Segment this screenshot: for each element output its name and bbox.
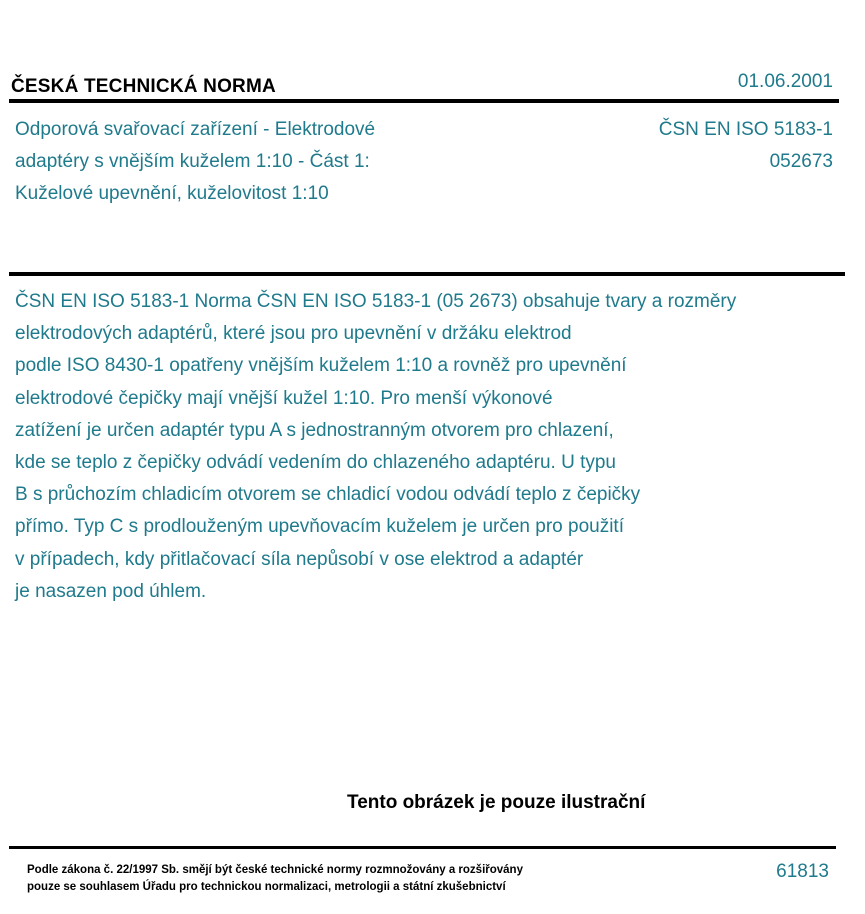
abstract-line: elektrodových adaptérů, které jsou pro upevnění v držáku elektrod (15, 323, 572, 345)
section-divider (9, 272, 845, 276)
footer-legal-line: pouze se souhlasem Úřadu pro technickou normalizaci, metrologii a státní zkušebnictví (27, 881, 506, 893)
standard-class-code: 052673 (769, 151, 833, 172)
abstract-text (15, 286, 736, 608)
abstract-line: zatížení je určen adaptér typu A s jednostranným otvorem pro chlazení, (15, 419, 614, 441)
standard-title-line: adaptéry s vnějším kuželem 1:10 - Část 1: (15, 151, 370, 172)
illustration-note: Tento obrázek je pouze ilustrační (347, 792, 646, 813)
abstract-line: podle ISO 8430-1 opatřeny vnějším kuželem 1:10 a rovněž pro upevnění (15, 355, 627, 377)
footer-divider (9, 846, 836, 849)
abstract-line: kde se teplo z čepičky odvádí vedením do chlazeného adaptéru. U typu (15, 452, 616, 474)
abstract-line: přímo. Typ C s prodlouženým upevňovacím kuželem je určen pro použití (15, 516, 624, 538)
footer-legal-notice (27, 862, 523, 896)
header-date: 01.06.2001 (737, 71, 833, 92)
footer-document-number: 61813 (776, 861, 829, 882)
footer-legal-line: Podle zákona č. 22/1997 Sb. smějí být české technické normy rozmnožovány a rozšiřovány (27, 864, 523, 876)
header-title: ČESKÁ TECHNICKÁ NORMA (11, 76, 276, 97)
abstract-line: elektrodové čepičky mají vnější kužel 1:10. Pro menší výkonové (15, 387, 553, 409)
header-divider (9, 99, 839, 103)
abstract-line: je nasazen pod úhlem. (15, 580, 207, 602)
abstract-line: B s průchozím chladicím otvorem se chladicí vodou odvádí teplo z čepičky (15, 484, 641, 506)
abstract-line: v případech, kdy přitlačovací síla nepůsobí v ose elektrod a adaptér (15, 548, 584, 570)
standard-title-line: Kuželové upevnění, kuželovitost 1:10 (15, 183, 329, 204)
standard-title-line: Odporová svařovací zařízení - Elektrodové (15, 119, 376, 140)
standard-designation: ČSN EN ISO 5183-1 (658, 119, 833, 140)
standard-title (15, 114, 375, 210)
abstract-line: ČSN EN ISO 5183-1 Norma ČSN EN ISO 5183-1 (05 2673) obsahuje tvary a rozměry (15, 291, 737, 312)
standard-codes (659, 114, 833, 178)
